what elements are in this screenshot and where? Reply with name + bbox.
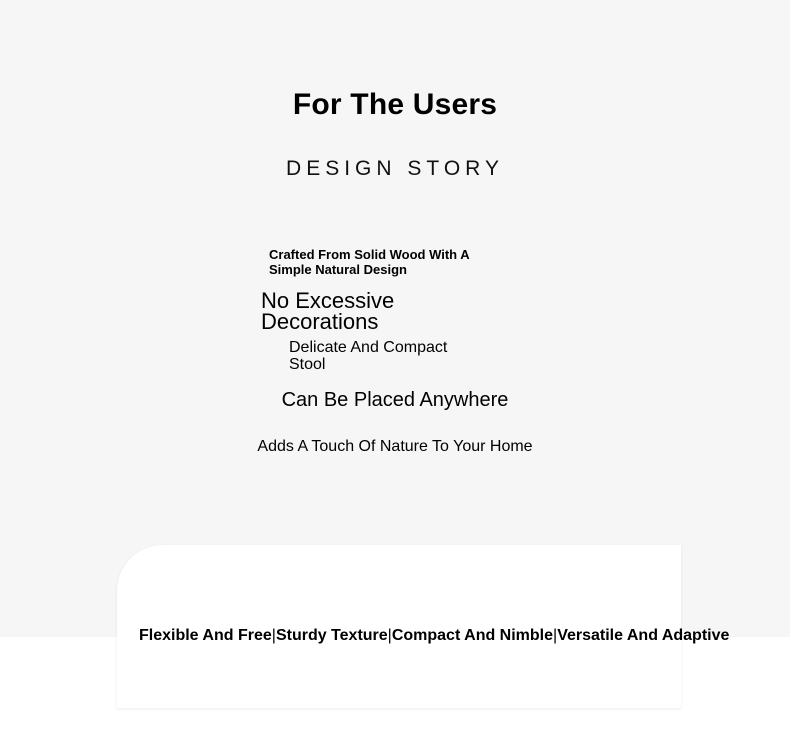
feature-separator: | — [271, 627, 276, 644]
feature-item: Flexible And Free — [139, 627, 272, 644]
feature-item: Versatile And Adaptive — [557, 627, 730, 644]
story-line-nature: Adds A Touch Of Nature To Your Home — [257, 438, 533, 455]
story-line-decorations: No Excessive Decorations — [261, 288, 395, 334]
feature-list — [139, 627, 729, 645]
feature-separator: | — [387, 627, 392, 644]
feature-separator: | — [553, 627, 558, 644]
story-line-stool: Delicate And Compact Stool — [289, 339, 448, 373]
feature-item: Compact And Nimble — [391, 627, 554, 644]
feature-item: Sturdy Texture — [275, 627, 388, 644]
page-title: For The Users — [292, 88, 498, 121]
story-line-placement: Can Be Placed Anywhere — [281, 389, 509, 411]
story-line-crafted: Crafted From Solid Wood With A Simple Natural Design — [269, 247, 470, 277]
section-subtitle: DESIGN STORY — [286, 157, 504, 180]
